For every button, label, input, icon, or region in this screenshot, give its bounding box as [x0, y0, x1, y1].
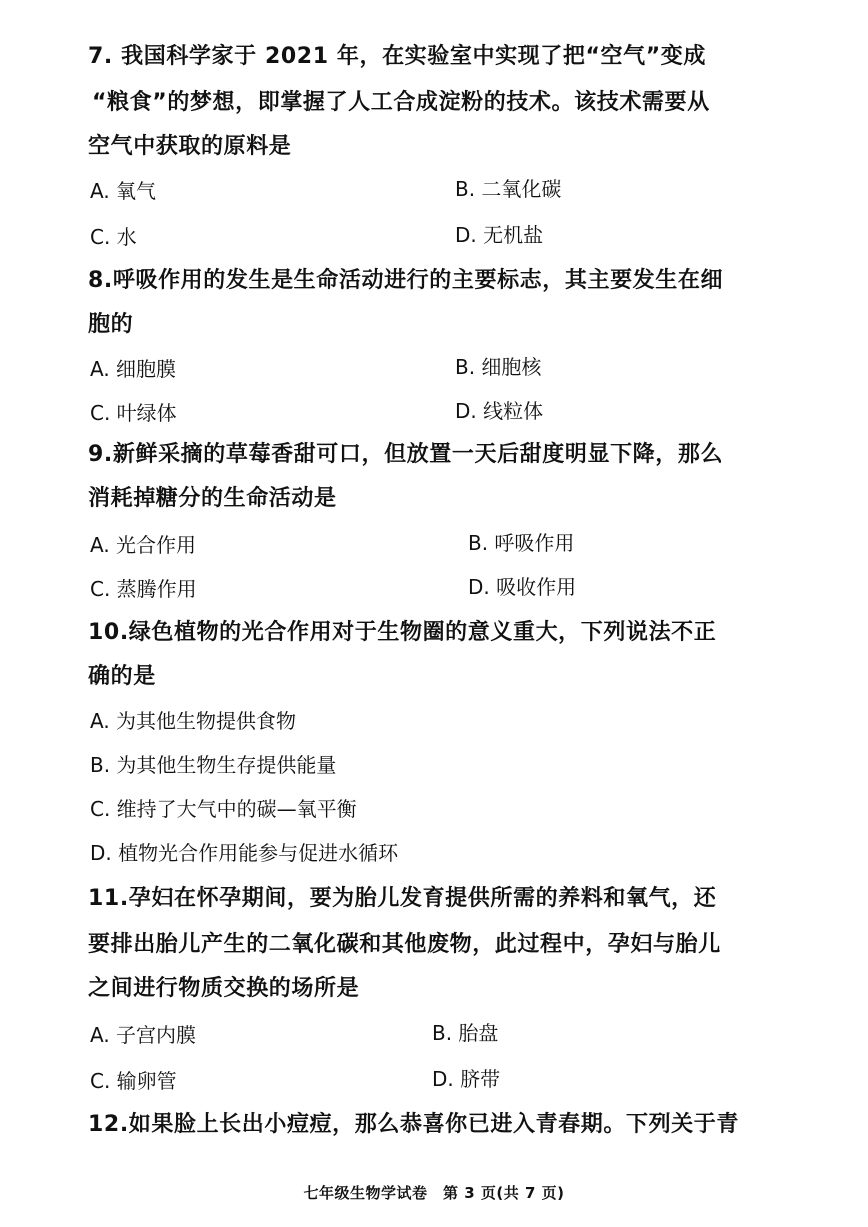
question-10-line-1: 10.绿色植物的光合作用对于生物圈的意义重大，下列说法不正 [88, 620, 717, 645]
question-8-option-a: A. 细胞膜 [90, 357, 177, 381]
question-7-option-d: D. 无机盐 [455, 223, 544, 247]
question-12-line-1: 12.如果脸上长出小痘痘，那么恭喜你已进入青春期。下列关于青 [88, 1112, 739, 1137]
question-9-option-a: A. 光合作用 [90, 533, 197, 557]
question-10-option-b: B. 为其他生物生存提供能量 [90, 753, 337, 777]
question-7-option-b: B. 二氧化碳 [455, 177, 562, 201]
question-11-line-1: 11.孕妇在怀孕期间，要为胎儿发育提供所需的养料和氧气，还 [88, 886, 717, 911]
question-8-option-b: B. 细胞核 [455, 355, 542, 379]
question-8-option-d: D. 线粒体 [455, 399, 544, 423]
question-7-line-3: 空气中获取的原料是 [88, 134, 292, 159]
question-9-line-1: 9.新鲜采摘的草莓香甜可口，但放置一天后甜度明显下降，那么 [88, 442, 724, 467]
question-11-line-2: 要排出胎儿产生的二氧化碳和其他废物，此过程中，孕妇与胎儿 [88, 932, 721, 957]
question-7-option-c: C. 水 [90, 225, 137, 249]
question-11-option-c: C. 输卵管 [90, 1069, 177, 1093]
question-9-option-c: C. 蒸腾作用 [90, 577, 197, 601]
question-8-option-c: C. 叶绿体 [90, 401, 177, 425]
question-7-option-a: A. 氧气 [90, 179, 157, 203]
question-9-option-b: B. 呼吸作用 [468, 531, 575, 555]
question-11-option-a: A. 子宫内膜 [90, 1023, 197, 1047]
question-11-line-3: 之间进行物质交换的场所是 [88, 976, 360, 1001]
question-8-line-1: 8.呼吸作用的发生是生命活动进行的主要标志，其主要发生在细 [88, 268, 724, 293]
question-10-line-2: 确的是 [88, 664, 156, 689]
question-11-option-b: B. 胎盘 [432, 1021, 499, 1045]
question-9-line-2: 消耗掉糖分的生命活动是 [88, 486, 337, 511]
question-10-option-c: C. 维持了大气中的碳—氧平衡 [90, 797, 357, 821]
page-footer: 七年级生物学试卷 第 3 页(共 7 页) [303, 1184, 565, 1202]
question-9-option-d: D. 吸收作用 [468, 575, 577, 599]
question-7-line-1: 7. 我国科学家于 2021 年，在实验室中实现了把“空气”变成 [88, 44, 706, 69]
question-11-option-d: D. 脐带 [432, 1067, 501, 1091]
question-10-option-d: D. 植物光合作用能参与促进水循环 [90, 841, 399, 865]
question-7-line-2: “粮食”的梦想，即掌握了人工合成淀粉的技术。该技术需要从 [92, 90, 710, 115]
question-8-line-2: 胞的 [88, 312, 134, 337]
question-10-option-a: A. 为其他生物提供食物 [90, 709, 297, 733]
